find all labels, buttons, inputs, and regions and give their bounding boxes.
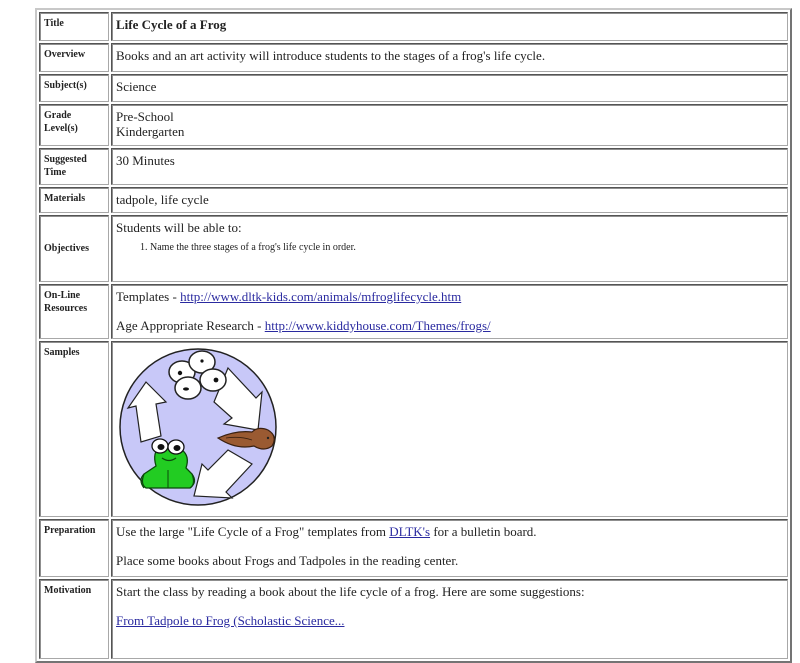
label-motivation: Motivation [39, 579, 109, 659]
preparation-text: Use the large "Life Cycle of a Frog" templates from [116, 524, 390, 539]
label-time-line1: Suggested [44, 154, 87, 165]
row-subject [39, 74, 788, 102]
resource-item [116, 318, 783, 333]
label-materials: Materials [39, 187, 109, 213]
row-samples [39, 341, 788, 517]
label-online-line1: On-Line [44, 290, 81, 301]
dltk-link[interactable]: DLTK's [389, 524, 431, 539]
label-grade [39, 104, 109, 146]
resource-item [116, 289, 783, 304]
row-title [39, 12, 788, 41]
row-online-resources [39, 284, 788, 339]
label-objectives: Objectives [39, 215, 109, 282]
objectives-list [116, 241, 783, 255]
label-subject: Subject(s) [39, 74, 109, 102]
samples-content [111, 341, 788, 517]
objectives-intro: Students will be able to: [116, 220, 242, 235]
preparation-line2: Place some books about Frogs and Tadpoles in the reading center. [116, 553, 459, 568]
time-text: 30 Minutes [111, 148, 788, 185]
preparation-text: for a bulletin board. [430, 524, 537, 539]
motivation-text: Start the class by reading a book about the life cycle of a frog. Here are some suggestions: [116, 584, 585, 599]
motivation-content [111, 579, 788, 659]
label-time [39, 148, 109, 185]
frog-life-cycle-image [116, 346, 281, 508]
row-overview [39, 43, 788, 72]
online-content [111, 284, 788, 339]
row-motivation [39, 579, 788, 659]
row-materials [39, 187, 788, 213]
resource-prefix: Age Appropriate Research - [116, 318, 265, 333]
label-online [39, 284, 109, 339]
label-grade-line1: Grade [44, 110, 72, 121]
grade-values [111, 104, 788, 146]
grade-value: Pre-School [116, 109, 174, 124]
lesson-title: Life Cycle of a Frog [111, 12, 788, 41]
label-title: Title [39, 12, 109, 41]
label-overview: Overview [39, 43, 109, 72]
row-preparation [39, 519, 788, 577]
book-suggestion-link[interactable]: From Tadpole to Frog (Scholastic Science... [116, 613, 345, 628]
label-samples: Samples [39, 341, 109, 517]
materials-text: tadpole, life cycle [111, 187, 788, 213]
label-preparation: Preparation [39, 519, 109, 577]
overview-text: Books and an art activity will introduce students to the stages of a frog's life cycle. [111, 43, 788, 72]
label-time-line2: Time [44, 167, 67, 178]
lesson-plan-table [35, 8, 792, 663]
row-time [39, 148, 788, 185]
objectives-content [111, 215, 788, 282]
resource-prefix: Templates - [116, 289, 181, 304]
row-objectives [39, 215, 788, 282]
label-grade-line2: Level(s) [44, 123, 78, 134]
subject-text: Science [111, 74, 788, 102]
preparation-content [111, 519, 788, 577]
row-grade [39, 104, 788, 146]
grade-value: Kindergarten [116, 124, 185, 139]
objective-item: 1. Name the three stages of a frog's life cycle in order. [150, 241, 783, 255]
research-link[interactable]: http://www.kiddyhouse.com/Themes/frogs/ [264, 318, 491, 333]
templates-link[interactable]: http://www.dltk-kids.com/animals/mfroglifecycle.htm [180, 289, 462, 304]
preparation-line1 [116, 524, 783, 539]
label-online-line2: Resources [44, 303, 88, 314]
